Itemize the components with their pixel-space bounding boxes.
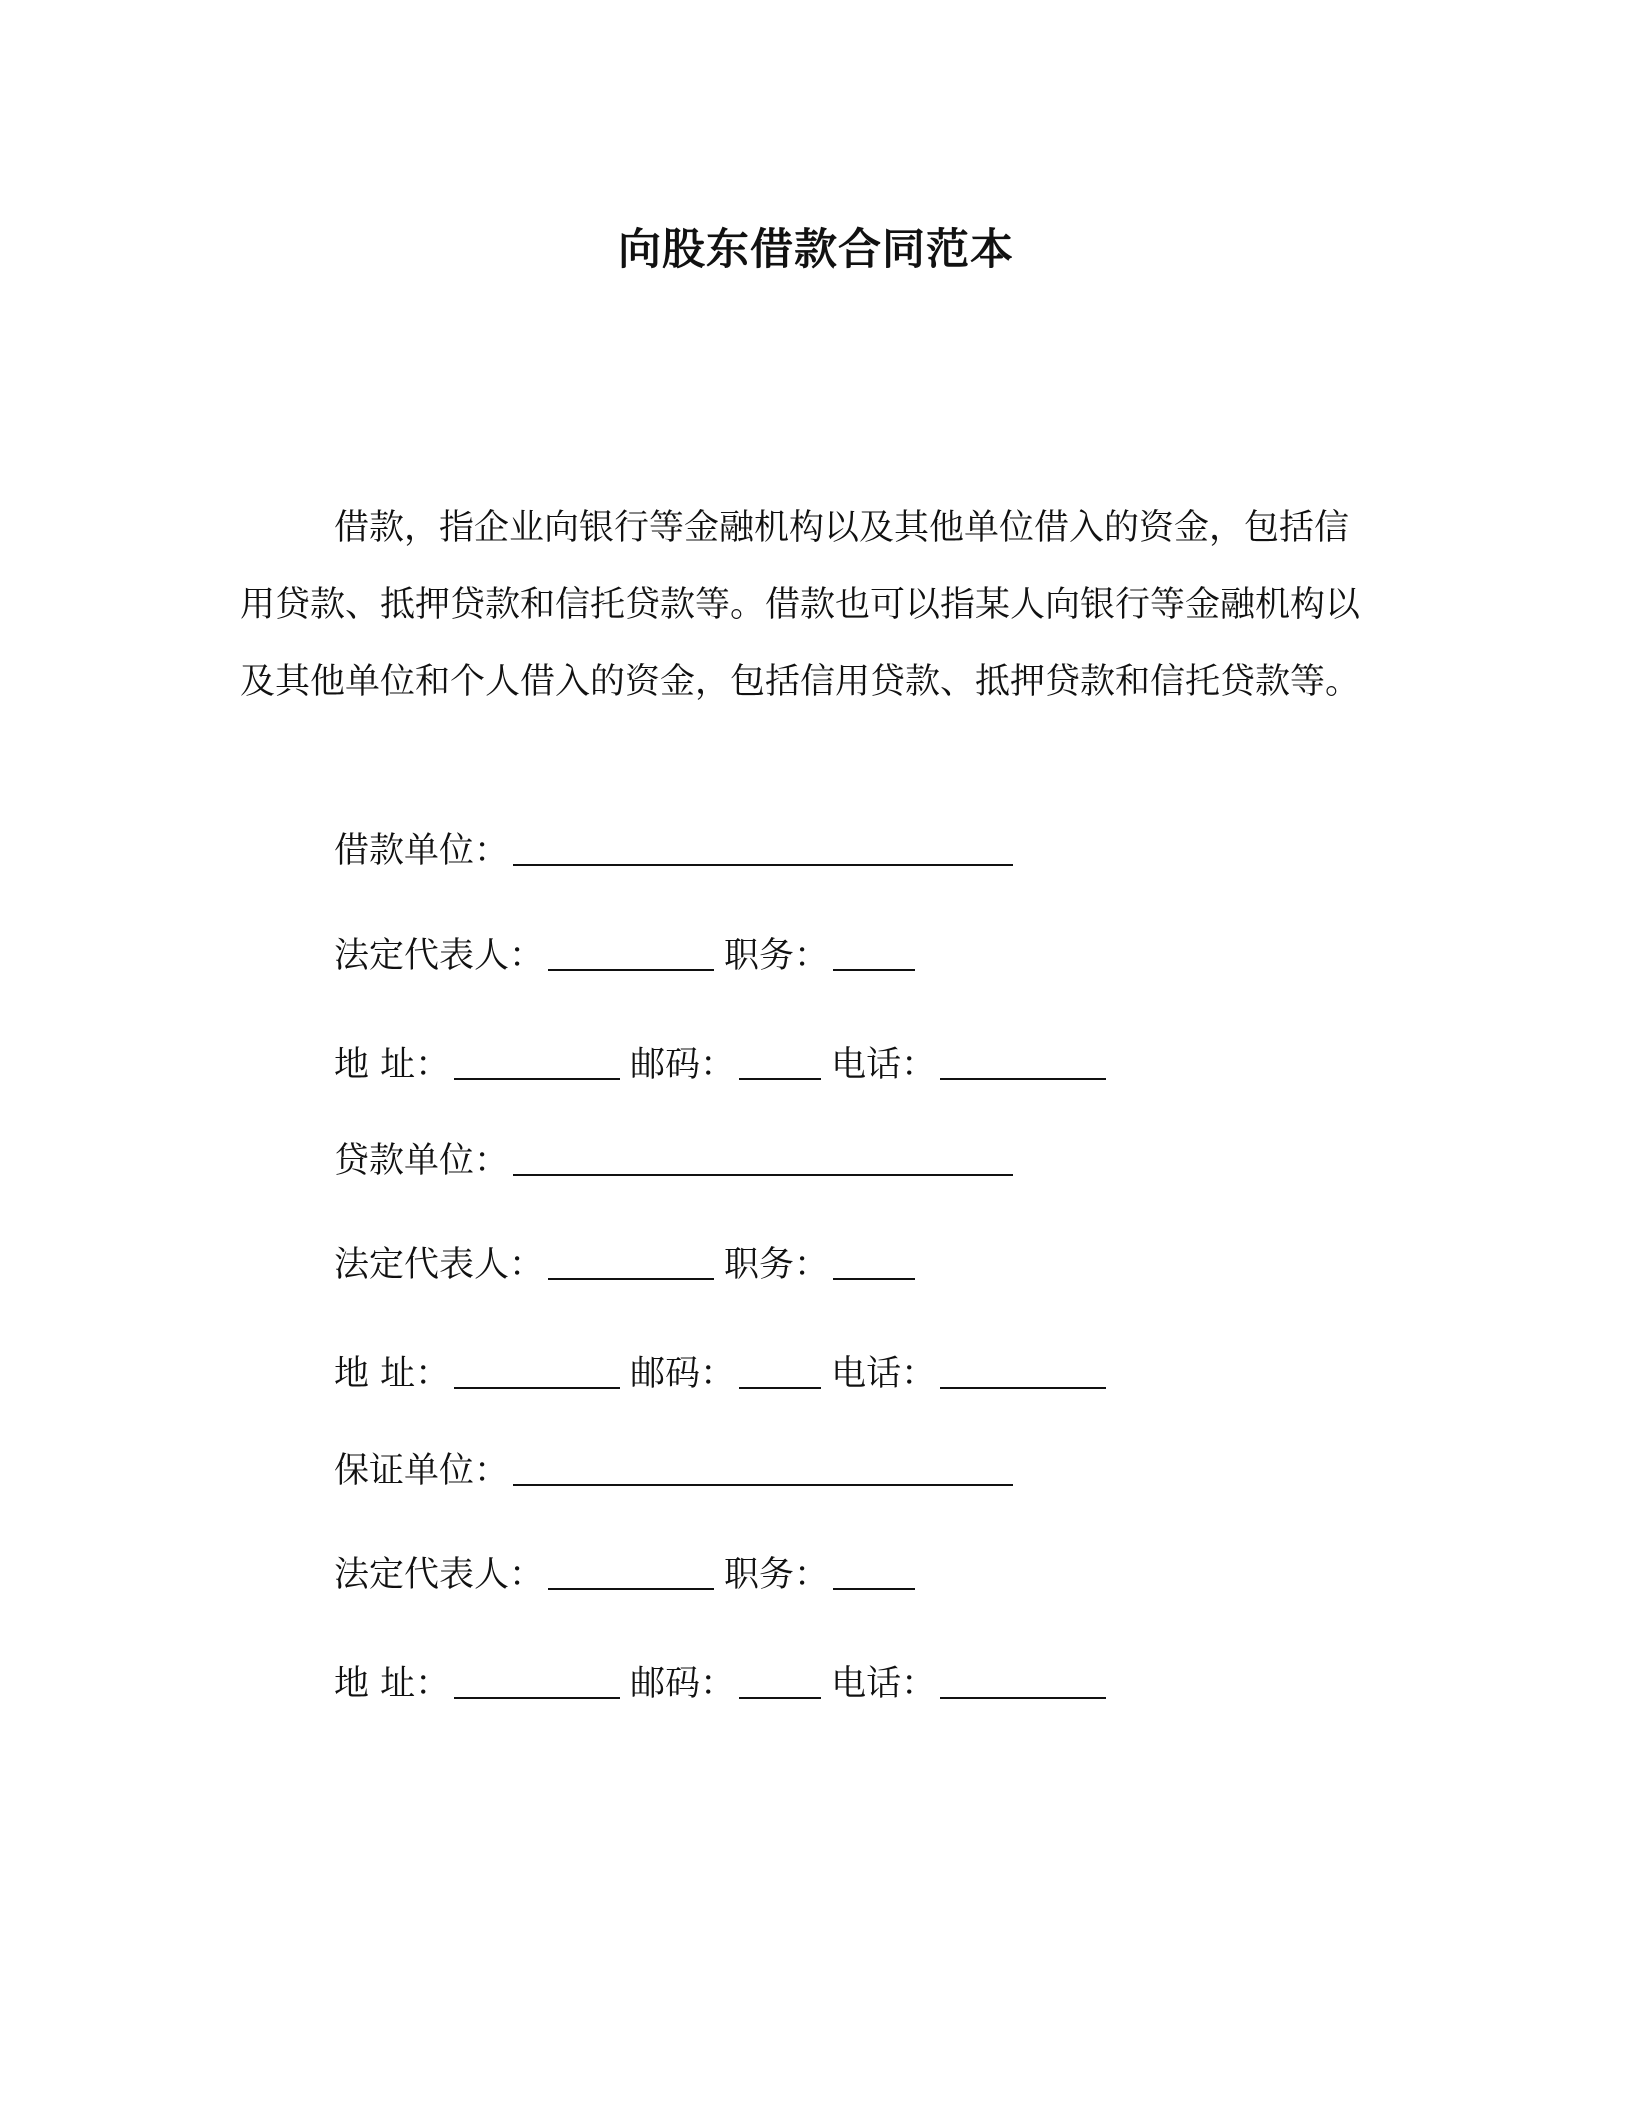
lender-phone-label: 电话： (831, 1354, 937, 1394)
guarantor-unit-label: 保证单位： (334, 1451, 510, 1491)
borrower-unit-row (334, 826, 1023, 876)
borrower-postcode-label: 邮码： (630, 1045, 736, 1085)
lender-postcode-label: 邮码： (630, 1354, 736, 1394)
borrower-unit-blank[interactable] (513, 864, 1013, 866)
borrower-address-row (334, 1040, 1116, 1090)
guarantor-unit-blank[interactable] (513, 1484, 1013, 1486)
lender-rep-blank[interactable] (548, 1278, 714, 1280)
lender-unit-blank[interactable] (513, 1174, 1013, 1176)
lender-address-row (334, 1349, 1116, 1399)
guarantor-rep-blank[interactable] (548, 1588, 714, 1590)
guarantor-phone-label: 电话： (831, 1664, 937, 1704)
intro-paragraph: 借款，指企业向银行等金融机构以及其他单位借入的资金，包括信用贷款、抵押贷款和信托贷款等。借款也可以指某人向银行等金融机构以及其他单位和个人借入的资金，包括信用贷款、抵押贷款和信托贷款等。 (240, 508, 1361, 702)
guarantor-position-blank[interactable] (833, 1588, 915, 1590)
borrower-phone-label: 电话： (831, 1045, 937, 1085)
borrower-address-label: 地 址： (334, 1045, 451, 1085)
lender-position-label: 职务： (724, 1245, 830, 1285)
guarantor-address-label: 地 址： (334, 1664, 451, 1704)
lender-phone-blank[interactable] (940, 1387, 1106, 1389)
lender-postcode-blank[interactable] (739, 1387, 821, 1389)
borrower-position-blank[interactable] (833, 969, 915, 971)
lender-rep-row (334, 1240, 925, 1290)
borrower-rep-row (334, 931, 925, 981)
lender-unit-row (334, 1136, 1023, 1186)
borrower-postcode-blank[interactable] (739, 1078, 821, 1080)
borrower-position-label: 职务： (724, 936, 830, 976)
lender-address-label: 地 址： (334, 1354, 451, 1394)
borrower-rep-label: 法定代表人： (334, 936, 545, 976)
guarantor-address-blank[interactable] (454, 1697, 620, 1699)
guarantor-rep-row (334, 1550, 925, 1600)
lender-rep-label: 法定代表人： (334, 1245, 545, 1285)
guarantor-postcode-label: 邮码： (630, 1664, 736, 1704)
lender-position-blank[interactable] (833, 1278, 915, 1280)
borrower-rep-blank[interactable] (548, 969, 714, 971)
document-title: 向股东借款合同范本 (618, 225, 1014, 275)
guarantor-rep-label: 法定代表人： (334, 1555, 545, 1595)
lender-unit-label: 贷款单位： (334, 1141, 510, 1181)
borrower-unit-label: 借款单位： (334, 831, 510, 871)
borrower-phone-blank[interactable] (940, 1078, 1106, 1080)
lender-address-blank[interactable] (454, 1387, 620, 1389)
guarantor-postcode-blank[interactable] (739, 1697, 821, 1699)
guarantor-address-row (334, 1659, 1116, 1709)
guarantor-phone-blank[interactable] (940, 1697, 1106, 1699)
borrower-address-blank[interactable] (454, 1078, 620, 1080)
guarantor-unit-row (334, 1446, 1023, 1496)
guarantor-position-label: 职务： (724, 1555, 830, 1595)
